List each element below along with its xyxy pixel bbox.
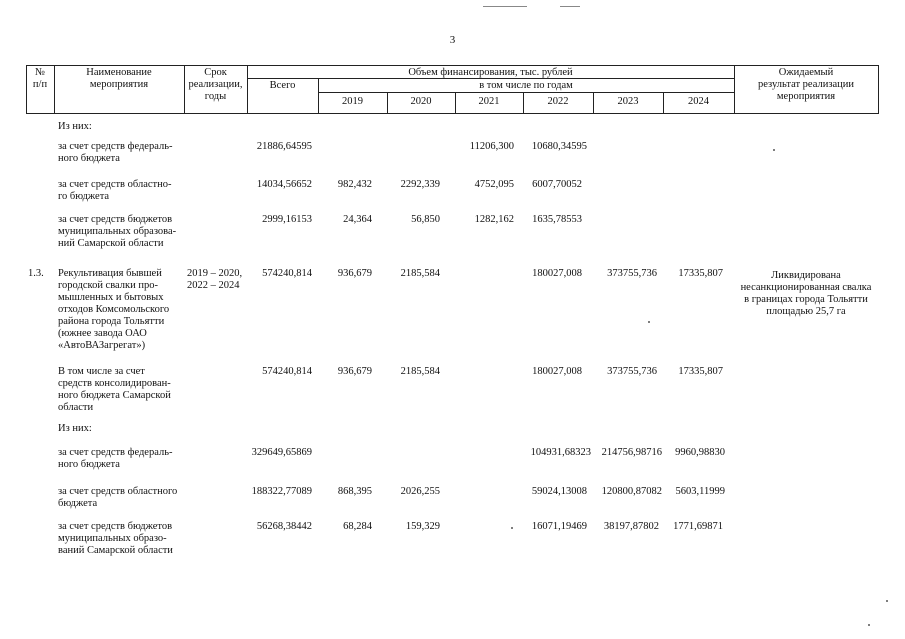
- row-2023: 373755,736: [607, 366, 657, 377]
- row-2024: 17335,807: [678, 366, 723, 377]
- row-2020: 2185,584: [400, 268, 440, 279]
- row-name: за счет средств областного бюджета: [58, 486, 178, 509]
- scan-mark: [560, 6, 580, 7]
- page-number: 3: [449, 34, 456, 46]
- row-total: 21886,64595: [256, 141, 312, 152]
- row-total: 56268,38442: [256, 521, 312, 532]
- row-2021: 4752,095: [474, 179, 514, 190]
- header-year-2022: 2022: [547, 96, 569, 107]
- row-2023: 214756,98716: [601, 447, 662, 458]
- row-name: за счет средств федераль- ного бюджета: [58, 447, 173, 470]
- header-term: Срок реализации, годы: [188, 67, 243, 102]
- row-2022: 1635,78553: [532, 214, 582, 225]
- row-2020: 2185,584: [400, 366, 440, 377]
- row-2022: 10680,34595: [531, 141, 587, 152]
- row-total: 329649,65869: [251, 447, 312, 458]
- row-name: Рекультивация бывшей городской свалки про- мышленных и бытовых отходов Комсомольского района города Тольятти (южнее завода ОАО «АвтоВАЗагрегат»): [58, 268, 170, 351]
- row-term: 2019 – 2020, 2022 – 2024: [187, 268, 243, 291]
- row-2021: 1282,162: [474, 214, 514, 225]
- header-name: Наименование мероприятия: [86, 67, 152, 90]
- header-no: № п/п: [32, 67, 48, 90]
- row-name: за счет средств бюджетов муниципальных образо- ваний Самарской области: [58, 521, 173, 556]
- row-2020: 56,850: [411, 214, 440, 225]
- row-name: Из них:: [58, 121, 92, 132]
- row-name: за счет средств областно- го бюджета: [58, 179, 172, 202]
- row-name: за счет средств бюджетов муниципальных образова- ний Самарской области: [58, 214, 177, 249]
- row-2019: 868,395: [337, 486, 372, 497]
- row-total: 188322,77089: [251, 486, 312, 497]
- scan-speck: [868, 624, 870, 626]
- header-total: Всего: [269, 80, 296, 91]
- header-year-2023: 2023: [617, 96, 639, 107]
- row-name: В том числе за счет средств консолидирован- ного бюджета Самарской области: [58, 366, 171, 413]
- row-2022: 59024,13008: [531, 486, 587, 497]
- scan-speck: [511, 527, 513, 529]
- header-year-2024: 2024: [688, 96, 709, 107]
- header-result: Ожидаемый результат реализации мероприятия: [757, 67, 855, 102]
- scan-speck: [648, 321, 650, 323]
- row-2019: 936,679: [337, 366, 372, 377]
- header-by-years: в том числе по годам: [479, 80, 573, 91]
- scan-speck: [773, 149, 775, 151]
- row-2019: 936,679: [337, 268, 372, 279]
- row-total: 574240,814: [262, 366, 312, 377]
- row-2023: 373755,736: [607, 268, 657, 279]
- row-total: 2999,16153: [262, 214, 312, 225]
- header-year-2020: 2020: [410, 96, 432, 107]
- row-name: Из них:: [58, 423, 92, 434]
- header-year-2019: 2019: [342, 96, 363, 107]
- row-2022: 6007,70052: [532, 179, 582, 190]
- row-2024: 5603,11999: [675, 486, 725, 497]
- row-2022: 16071,19469: [531, 521, 587, 532]
- scan-speck: [886, 600, 888, 602]
- scan-mark: [483, 6, 527, 7]
- row-total: 14034,56652: [256, 179, 312, 190]
- row-2024: 9960,98830: [675, 447, 725, 458]
- row-2019: 24,364: [343, 214, 372, 225]
- header-financing: Объем финансирования, тыс. рублей: [408, 67, 573, 78]
- row-2022: 180027,008: [532, 268, 582, 279]
- row-2023: 120800,87082: [601, 486, 662, 497]
- row-number: 1.3.: [28, 268, 44, 279]
- row-2024: 1771,69871: [673, 521, 723, 532]
- row-2021: 11206,300: [469, 141, 514, 152]
- row-2019: 982,432: [337, 179, 372, 190]
- row-2022: 180027,008: [532, 366, 582, 377]
- row-2019: 68,284: [343, 521, 372, 532]
- row-2023: 38197,87802: [603, 521, 659, 532]
- row-2020: 2292,339: [400, 179, 440, 190]
- row-result: Ликвидирована несанкционированная свалка в границах города Тольятти площадью 25,7 га: [740, 270, 872, 317]
- row-2022: 104931,68323: [530, 447, 591, 458]
- row-2020: 159,329: [405, 521, 440, 532]
- row-2020: 2026,255: [400, 486, 440, 497]
- header-year-2021: 2021: [478, 96, 500, 107]
- row-2024: 17335,807: [678, 268, 723, 279]
- row-total: 574240,814: [262, 268, 312, 279]
- row-name: за счет средств федераль- ного бюджета: [58, 141, 173, 164]
